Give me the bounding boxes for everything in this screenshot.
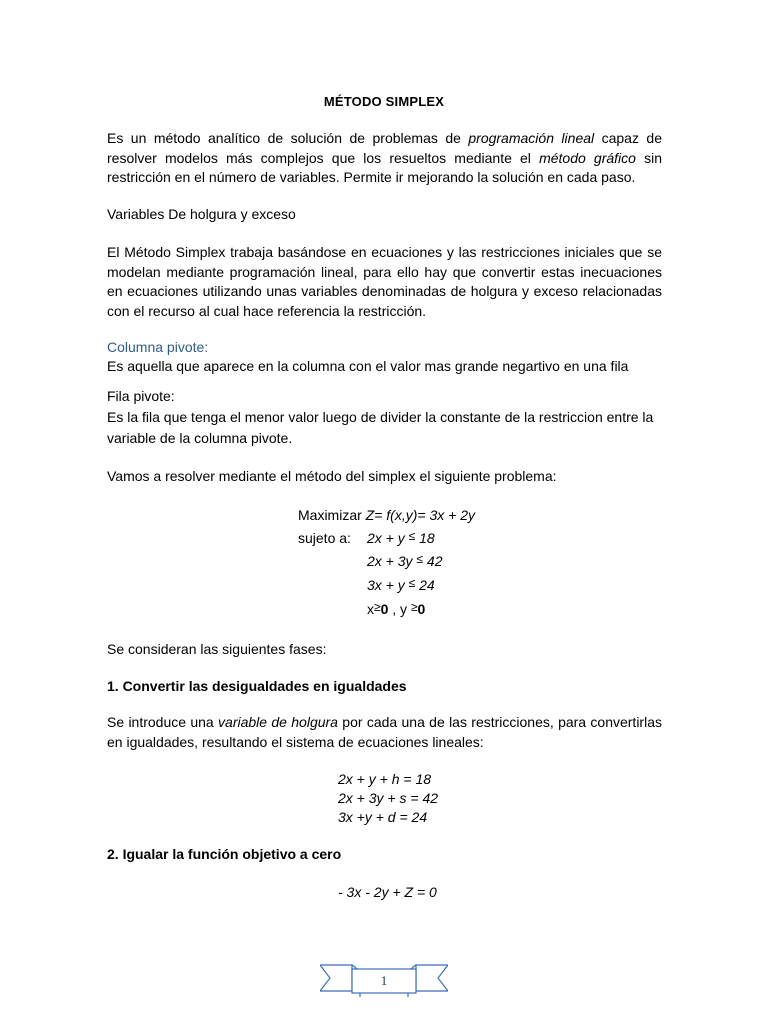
constraint-3-lhs: 3x + y xyxy=(367,577,405,593)
variables-heading: Variables De holgura y exceso xyxy=(107,206,296,222)
columna-pivote-heading: Columna pivote: xyxy=(107,339,209,355)
nonneg-zero-1: 0 xyxy=(380,601,389,617)
leq-symbol: ≤ xyxy=(408,529,416,543)
intro-italic-2: método gráfico xyxy=(539,149,636,166)
problem-intro: Vamos a resolver mediante el método del simplex el siguiente problema: xyxy=(107,468,557,484)
fila-pivote-heading: Fila pivote: xyxy=(107,388,175,404)
intro-paragraph xyxy=(107,129,662,188)
constraint-3-rhs: 24 xyxy=(419,577,435,593)
step2-heading: 2. Igualar la función objetivo a cero xyxy=(107,846,342,862)
variables-paragraph: El Método Simplex trabaja basándose en ecuaciones y las restricciones iniciales que se modelan mediante programación lineal, para ello hay que convertir estas inecuaciones en ecuaciones utilizando unas variables denominadas de holgura y exceso relacionadas con el recurso al cual hace referencia la restricción. xyxy=(107,244,662,319)
page-title: MÉTODO SIMPLEX xyxy=(323,94,445,109)
geq-symbol: ≥ xyxy=(374,600,381,614)
step1-text-a: Se introduce una xyxy=(107,714,219,730)
slack-equation-2: 2x + 3y + s = 42 xyxy=(338,790,439,806)
intro-text-2: capaz de resolver modelos más complejos que los resueltos mediante el xyxy=(107,130,662,166)
objective-function: Z= f(x,y)= 3x + 2y xyxy=(365,507,475,523)
intro-italic-1: programación lineal xyxy=(468,130,595,146)
constraint-3 xyxy=(367,577,435,593)
step1-text-b: por cada una de las restricciones, para convertirlas en igualdades, resultando el sistema de ecuaciones lineales: xyxy=(107,714,662,750)
slack-equation-1: 2x + y + h = 18 xyxy=(338,771,432,787)
constraint-2-lhs: 2x + 3y xyxy=(367,553,413,569)
objective-zero-equation: - 3x - 2y + Z = 0 xyxy=(338,884,437,900)
intro-text-1: Es un método analítico de solución de problemas de xyxy=(107,130,469,146)
intro-text-3: sin restricción en el número de variables. Permite ir mejorando la solución en cada paso. xyxy=(107,149,662,185)
geq-symbol: ≥ xyxy=(410,600,418,614)
leq-symbol: ≤ xyxy=(416,552,424,566)
constraint-2-rhs: 42 xyxy=(426,553,443,569)
columna-pivote-text: Es aquella que aparece en la columna con el valor mas grande negartivo en una fila xyxy=(107,358,629,374)
subject-to-label: sujeto a: xyxy=(298,530,351,546)
leq-symbol: ≤ xyxy=(408,576,416,590)
nonnegativity-constraint xyxy=(367,601,425,617)
nonneg-sep: , y xyxy=(388,601,411,617)
constraint-1-lhs: 2x + y xyxy=(367,530,405,546)
fila-pivote-text: Es la fila que tenga el menor valor luego de divider la constante de la restriccion entre la variable de la columna pivote. xyxy=(107,409,654,446)
page-number: 1 xyxy=(380,973,388,988)
nonneg-x: x xyxy=(367,601,374,617)
ribbon-right-tail xyxy=(416,965,448,991)
ribbon-left-tail xyxy=(320,965,352,991)
maximize-label: Maximizar xyxy=(298,507,362,523)
slack-equation-3: 3x +y + d = 24 xyxy=(338,809,428,825)
objective-line xyxy=(298,507,475,523)
step1-paragraph xyxy=(107,713,662,752)
step1-italic: variable de holgura xyxy=(218,714,338,730)
phases-intro: Se consideran las siguientes fases: xyxy=(107,641,327,657)
constraint-1-rhs: 18 xyxy=(419,530,435,546)
constraint-1 xyxy=(367,530,435,546)
nonneg-zero-2: 0 xyxy=(417,601,426,617)
constraint-2 xyxy=(367,553,442,569)
step1-heading: 1. Convertir las desigualdades en igualdades xyxy=(107,678,407,694)
